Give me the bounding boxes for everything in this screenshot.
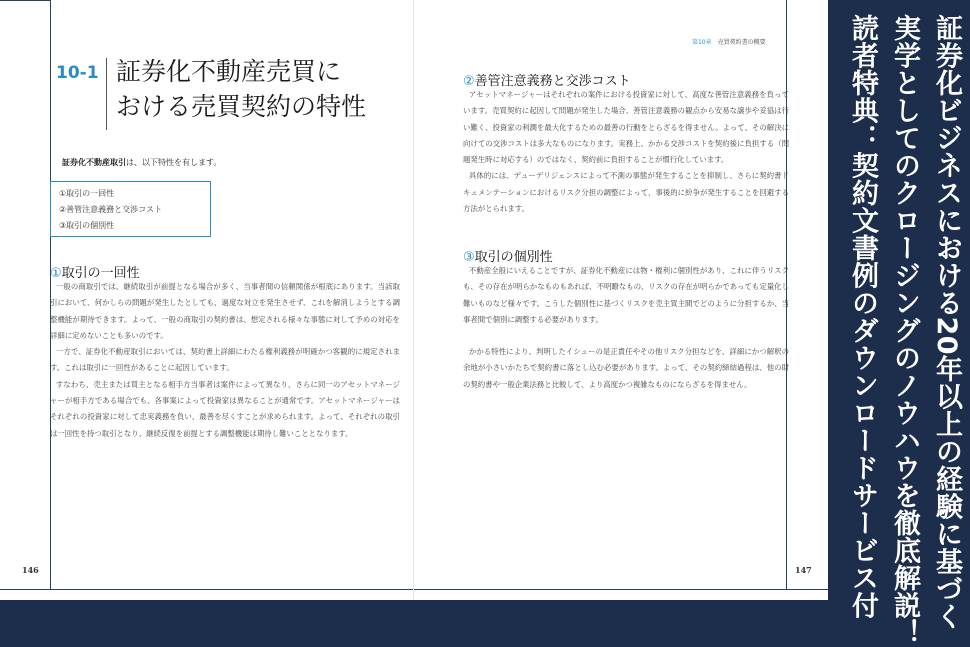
- paragraph: 具体的には、デューデリジェンスによって不測の事態が発生することを抑制し、さらに契約書ドキュメンテーションにおけるリスク分担の調整によって、事後的に紛争が発生することを回避する方法がとられます。: [463, 171, 789, 214]
- intro-text: [62, 157, 221, 168]
- heading-3-body: [463, 263, 789, 393]
- side-banner: [832, 14, 970, 647]
- paragraph: アセットマネージャーはそれぞれの案件における投資家に対して、高度な善管注意義務を負っています。売買契約に起因して問題が発生した場合、善管注意義務の観点から安易な譲歩や妥協は行い難く、投資家の利潤を最大化するための最善の行動をとらざるを得ません。よって、その解決に向けての交渉コストは多大なものになります。実務上、かかる交渉コストを契約後に負担する（問題発生時に対応する）のではなく、契約前に負担することが慣行化しています。: [463, 90, 789, 165]
- heading-1-body: [50, 279, 400, 442]
- paragraph: 一般の商取引では、継続取引が前提となる場合が多く、当事者間の信頼関係が根底にあります。当該取引において、何かしらの問題が発生したとしても、過度な対立を発生させず、これを解消しようとする調整機能が期待できます。よって、一般の商取引の契約書は、想定される様々な事態に対して予めの対応を詳細に定めないことも多いのです。: [50, 282, 400, 340]
- section-title-line1: 証券化不動産売買に: [116, 57, 342, 86]
- running-head-chapter: 第10章: [692, 39, 712, 46]
- section-number: 10-1: [56, 63, 99, 83]
- running-head-title: 売買契約書の概要: [717, 39, 766, 46]
- heading-3-text: 取引の個別性: [474, 250, 553, 265]
- paragraph: かかる特性により、判明したイシューの是正責任やその他リスク分担などを、詳細にかつ解釈の余地が小さいかたちで契約書に落とし込む必要があります。よって、その契約締結過程は、他の財の契約書や一般企業法務と比較して、より高度かつ複雑なものにならざるを得ません。: [463, 347, 789, 389]
- summary-item-1: ①取引の一回性: [59, 189, 115, 198]
- paragraph: すなわち、売主または買主となる相手方当事者は案件によって異なり、さらに同一のアセットマネージャーが相手方である場合でも、各事案によって投資家は異なることが通常です。アセットマネージャーはそれぞれの投資家に対して忠実義務を負い、最善を尽くすことが求められます。よって、それぞれの取引は一回性を持つ取引となり、継続反復を前提とする調整機能は期待し難いこととなります。: [50, 379, 400, 438]
- heading-2-number: ②: [463, 74, 475, 89]
- summary-item-3: ③取引の個別性: [59, 221, 115, 230]
- paragraph: 不動産全般にいえることですが、証券化不動産には物・権利に個別性があり、これに伴うリスクも、その存在が明らかなものもあれば、不明瞭なもの、リスクの存在が明らかであっても定量化し難いものなど様々です。こうした個別性に基づくリスクを売主買主間でどのように分担するか、当事者間で個別に調整する必要があります。: [463, 266, 789, 324]
- summary-item-2: ②善管注意義務と交渉コスト: [59, 205, 163, 214]
- heading-3-number: ③: [463, 250, 475, 265]
- heading-1-text: 取引の一回性: [61, 266, 140, 281]
- page-number-right: 147: [795, 565, 812, 575]
- running-head: [692, 37, 766, 46]
- section-divider: [106, 58, 107, 130]
- banner-line-2: 実学としてのクロージングのノウハウを徹底解説！: [889, 14, 920, 647]
- paragraph: 一方で、証券化不動産取引においては、契約書上詳細にわたる権利義務が明確かつ客観的に規定されます。これは取引に一回性があることに起因しています。: [50, 347, 400, 373]
- banner-line-3: 読者特典：契約文書例のダウンロードサービス付: [847, 14, 878, 619]
- summary-box: [50, 181, 211, 237]
- heading-2-text: 善管注意義務と交渉コスト: [474, 74, 631, 89]
- heading-2-body: [463, 87, 789, 217]
- heading-1-number: ①: [50, 266, 62, 281]
- intro-rest: は、以下特性を有します。: [126, 158, 222, 167]
- left-page: [0, 0, 414, 600]
- banner-line-1: 証券化ビジネスにおける20年以上の経験に基づく: [931, 14, 962, 631]
- page-number-left: 146: [22, 565, 39, 575]
- section-title-line2: おける売買契約の特性: [116, 92, 367, 121]
- intro-bold: 証券化不動産取引: [62, 158, 126, 167]
- section-title: [116, 54, 396, 124]
